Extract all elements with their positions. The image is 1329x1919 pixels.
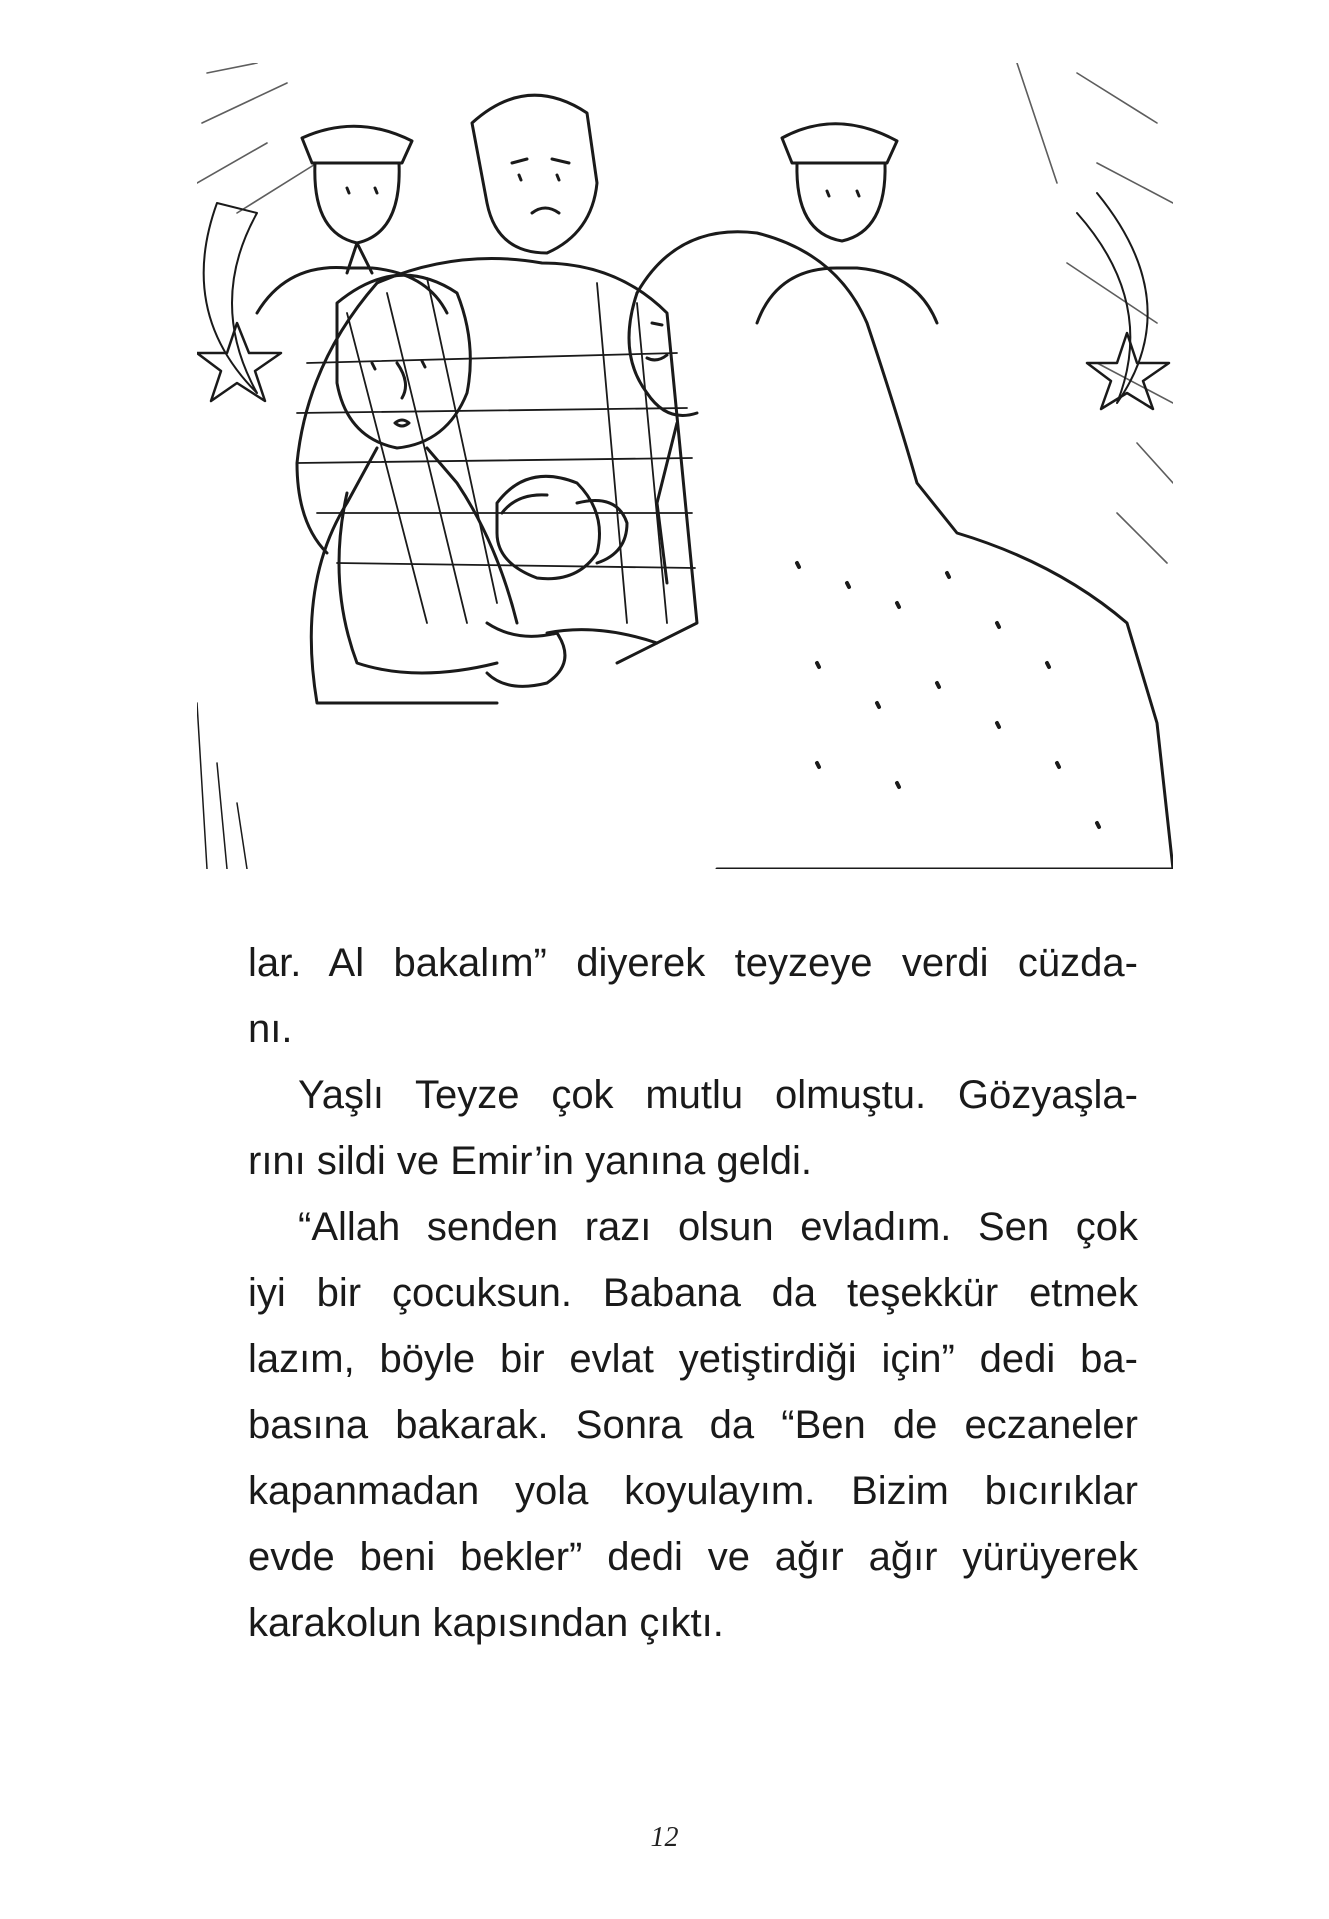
boy-figure bbox=[311, 275, 517, 703]
story-scene-illustration bbox=[197, 63, 1173, 869]
body-line: “Allah senden razı olsun evladım. Sen çok bbox=[298, 1205, 1138, 1249]
story-illustration bbox=[197, 63, 1173, 869]
grandmother-figure bbox=[629, 232, 1173, 869]
page-number: 12 bbox=[650, 1822, 679, 1853]
star-left bbox=[197, 323, 281, 401]
body-line: Yaşlı Teyze çok mutlu olmuştu. Gözyaşla- bbox=[298, 1073, 1138, 1117]
body-line: lazım, böyle bir evlat yetiştirdiği için” dedi ba- bbox=[248, 1337, 1138, 1381]
star-right bbox=[1087, 333, 1169, 409]
story-text bbox=[248, 930, 1138, 1656]
body-line: basına bakarak. Sonra da “Ben de eczaneler bbox=[248, 1403, 1138, 1447]
body-line: karakolun kapısından çıktı. bbox=[248, 1601, 724, 1645]
body-line: lar. Al bakalım” diyerek teyzeye verdi cüzda- bbox=[248, 941, 1138, 985]
wallet-icon bbox=[497, 476, 600, 578]
officer-left bbox=[257, 126, 447, 313]
officer-right bbox=[757, 124, 937, 323]
body-line: kapanmadan yola koyulayım. Bizim bıcırıklar bbox=[248, 1469, 1138, 1513]
body-line: rını sildi ve Emir’in yanına geldi. bbox=[248, 1139, 812, 1183]
body-line: iyi bir çocuksun. Babana da teşekkür etmek bbox=[248, 1271, 1138, 1315]
body-line: nı. bbox=[248, 1007, 293, 1051]
body-line: evde beni bekler” dedi ve ağır ağır yürüyerek bbox=[248, 1535, 1138, 1579]
